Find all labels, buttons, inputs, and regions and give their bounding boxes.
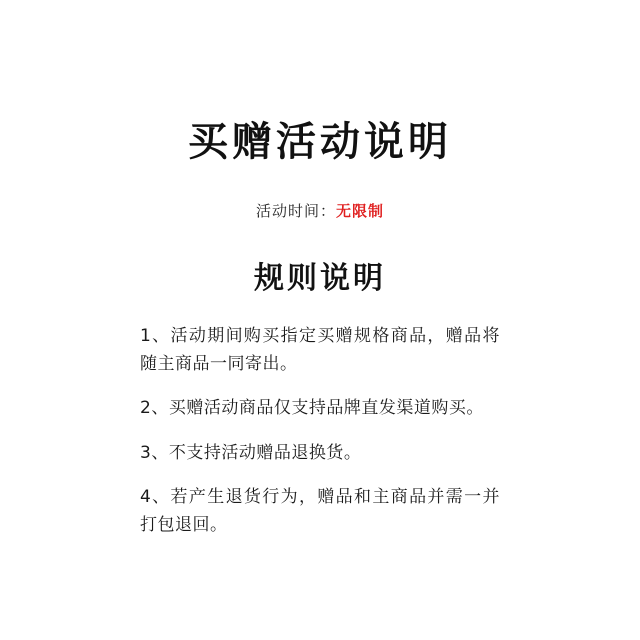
rules-section-title: 规则说明: [254, 261, 386, 296]
list-item: 2、买赠活动商品仅支持品牌直发渠道购买。: [140, 398, 484, 419]
list-item: 4、若产生退货行为，赠品和主商品并需一并打包退回。: [140, 487, 500, 535]
activity-time-label: 活动时间：: [255, 202, 336, 220]
page-title: 买赠活动说明: [188, 119, 452, 165]
rules-list: [140, 323, 500, 539]
activity-time-row: [0, 200, 640, 221]
activity-time-value: 无限制: [336, 202, 385, 220]
list-item: 1、活动期间购买指定买赠规格商品，赠品将随主商品一同寄出。: [140, 326, 500, 374]
list-item: 3、不支持活动赠品退换货。: [140, 442, 362, 463]
